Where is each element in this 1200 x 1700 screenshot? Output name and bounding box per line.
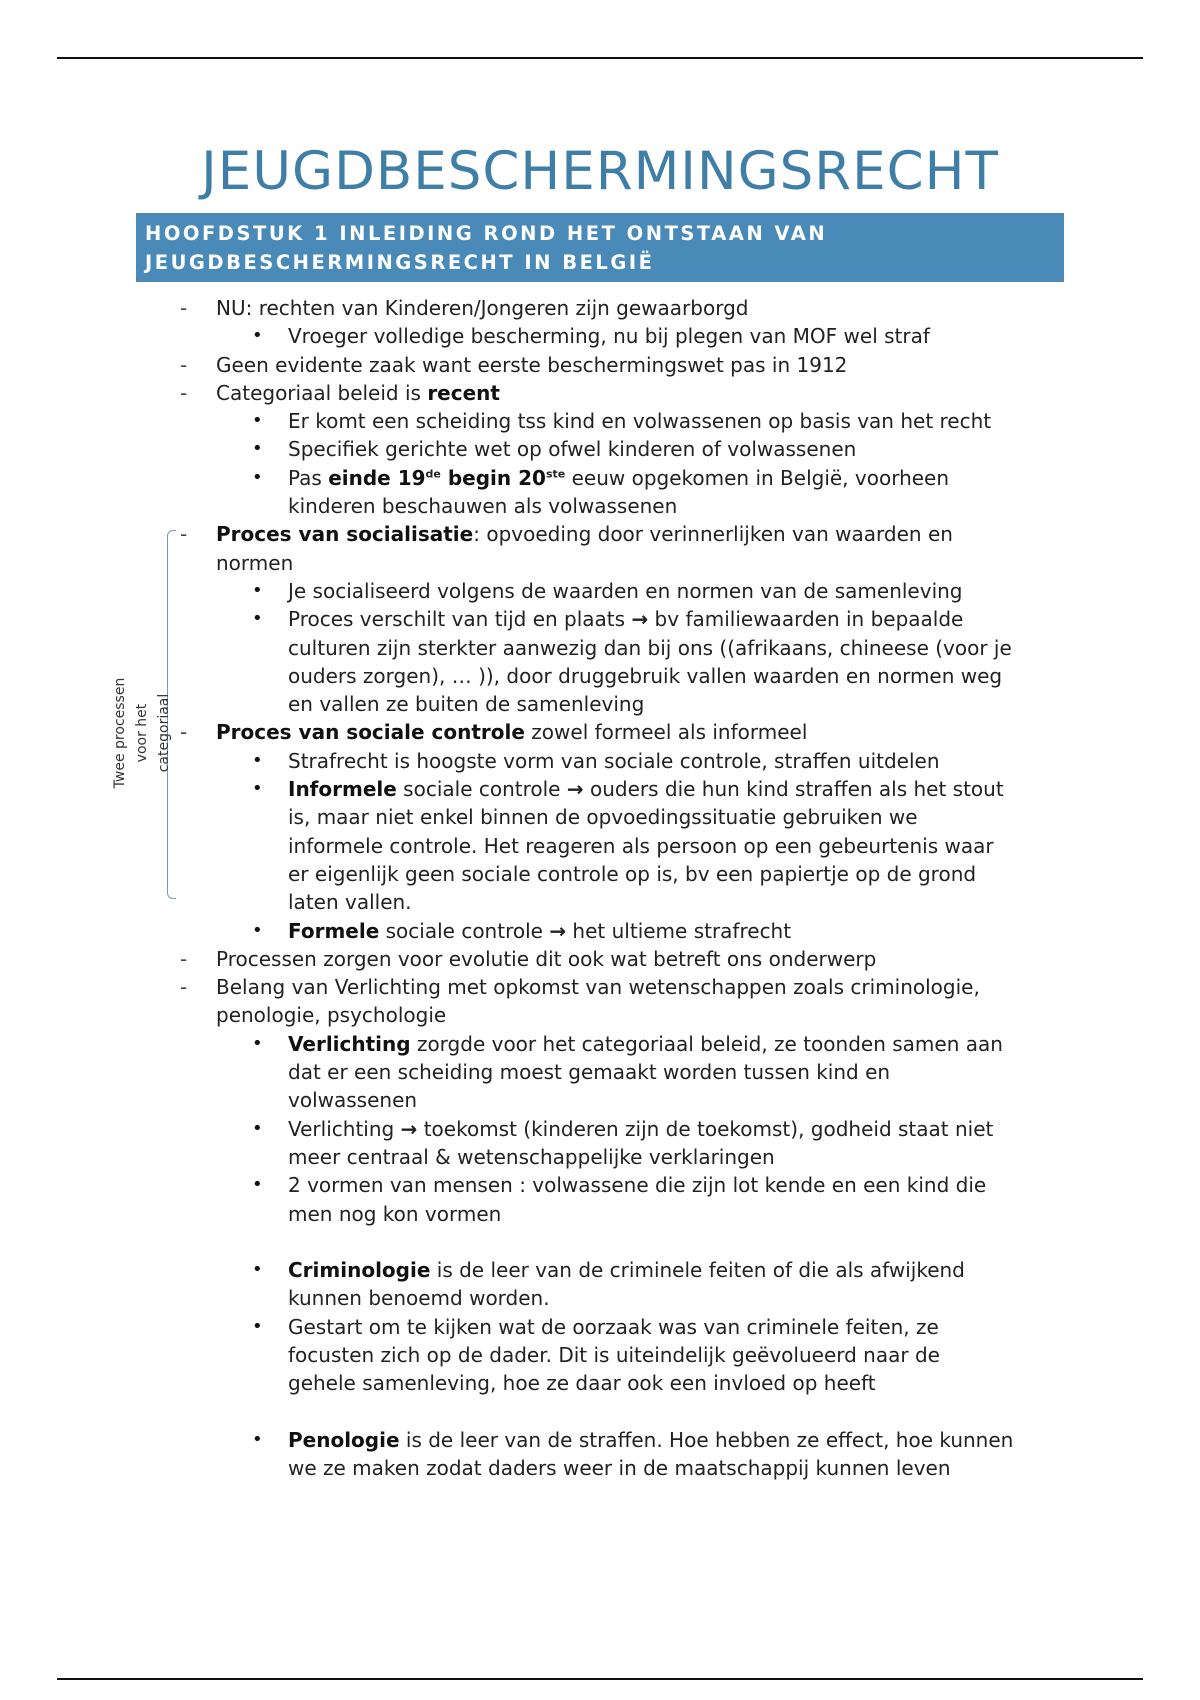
bullet-marker: •: [252, 1259, 263, 1281]
list-item-text: Pas: [288, 465, 329, 490]
bullet-marker: •: [252, 1174, 263, 1196]
blank-line: [0, 1398, 1200, 1426]
emphasis: Informele: [288, 777, 397, 802]
list-item-text: normen: [216, 550, 294, 575]
list-item-text: toekomst (kinderen zijn de toekomst), godheid staat niet: [417, 1116, 994, 1141]
dash-marker: -: [180, 352, 188, 377]
emphasis: einde 19: [328, 465, 426, 490]
list-item-text: is de leer van de criminele feiten of die als afwijkend: [430, 1258, 965, 1283]
list-item-text: sociale controle: [379, 918, 550, 943]
list-item-text: Processen zorgen voor evolutie dit ook wat betreft ons onderwerp: [216, 946, 877, 971]
arrow-icon: →: [566, 777, 584, 802]
list-item-text: Proces verschilt van tijd en plaats: [288, 607, 632, 632]
list-item-text: het ultieme strafrecht: [566, 918, 792, 943]
list-item: [0, 1256, 1200, 1313]
list-item: [0, 577, 1200, 605]
bullet-marker: •: [252, 466, 263, 488]
list-item: [0, 718, 1200, 746]
list-item: [0, 1426, 1200, 1483]
bullet-marker: •: [252, 1315, 263, 1337]
list-item: [0, 1313, 1200, 1398]
list-item-text: Categoriaal beleid is: [216, 380, 428, 405]
list-item-text: is de leer van de straffen. Hoe hebben ze effect, hoe kunnen: [399, 1427, 1014, 1452]
list-item: [0, 407, 1200, 435]
list-item-continuation: [0, 549, 1200, 577]
dash-marker: -: [180, 522, 188, 547]
list-item-text: penologie, psychologie: [216, 1003, 447, 1028]
list-item-text: men nog kon vormen: [288, 1201, 502, 1226]
bullet-marker: •: [252, 1428, 263, 1450]
list-item-text: 2 vormen van mensen : volwassene die zijn lot kende en een kind die: [288, 1173, 987, 1198]
list-item-text: gehele samenleving, hoe ze daar ook een invloed op heeft: [288, 1371, 876, 1396]
list-item-text: bv familiewaarden in bepaalde: [648, 607, 964, 632]
chapter-heading: [136, 213, 1064, 282]
bullet-marker: •: [252, 1117, 263, 1139]
superscript: ste: [545, 467, 566, 481]
bullet-marker: •: [252, 1032, 263, 1054]
list-item-text: kunnen benoemd worden.: [288, 1286, 550, 1311]
emphasis: Formele: [288, 918, 380, 943]
list-item-text: zowel formeel als informeel: [524, 720, 808, 745]
superscript: de: [425, 467, 441, 481]
list-item-text: is, maar niet enkel binnen de opvoedingssituatie gebruiken we: [288, 805, 918, 830]
list-item-text: culturen zijn sterkter aanwezig dan bij ons ((afrikaans, chineese (voor je: [288, 635, 1012, 660]
bullet-marker: •: [252, 410, 263, 432]
list-item-text: zorgde voor het categoriaal beleid, ze toonden samen aan: [410, 1031, 1003, 1056]
list-item: [0, 1115, 1200, 1172]
list-item-text: focusten zich op de dader. Dit is uiteindelijk geëvolueerd naar de: [288, 1342, 940, 1367]
list-item-text: dat er een scheiding moest gemaakt worden tussen kind en: [288, 1060, 891, 1085]
list-item-text: Strafrecht is hoogste vorm van sociale controle, straffen uitdelen: [288, 748, 940, 773]
list-item-text: meer centraal & wetenschappelijke verklaringen: [288, 1144, 775, 1169]
list-item: [0, 351, 1200, 379]
list-item-text: NU: rechten van Kinderen/Jongeren zijn gewaarborgd: [216, 296, 749, 320]
list-item: [0, 294, 1200, 322]
list-item: [0, 520, 1200, 548]
list-item: [0, 322, 1200, 350]
list-item-text: Verlichting: [288, 1116, 401, 1141]
list-item-text: Vroeger volledige bescherming, nu bij plegen van MOF wel straf: [288, 324, 930, 349]
chapter-heading-line-1: HOOFDSTUK 1 INLEIDING ROND HET ONTSTAAN VAN: [145, 222, 828, 245]
arrow-icon: →: [400, 1116, 418, 1141]
bullet-marker: •: [252, 325, 263, 347]
list-item-text: informele controle. Het reageren als persoon op een gebeurtenis waar: [288, 833, 994, 858]
list-item: [0, 435, 1200, 463]
emphasis: begin 20: [440, 465, 546, 490]
side-note-line-3: categoriaal: [156, 693, 172, 773]
bullet-marker: •: [252, 579, 263, 601]
bottom-rule: [57, 1678, 1143, 1680]
list-item-text: ouders zorgen), … )), door druggebruik vallen waarden en normen weg: [288, 663, 1003, 688]
list-item-text: en vallen ze buiten de samenleving: [288, 692, 645, 717]
chapter-heading-line-2: JEUGDBESCHERMINGSRECHT IN BELGIË: [145, 251, 655, 274]
list-item: [0, 605, 1200, 718]
bullet-marker: •: [252, 438, 263, 460]
list-item-text: Geen evidente zaak want eerste beschermingswet pas in 1912: [216, 352, 848, 377]
side-note-line-1: Twee processen: [112, 677, 128, 789]
list-item-text: Je socialiseerd volgens de waarden en normen van de samenleving: [288, 578, 963, 603]
list-item-text: we ze maken zodat daders weer in de maatschappij kunnen leven: [288, 1456, 951, 1481]
emphasis: Proces van sociale controle: [216, 720, 525, 745]
dash-marker: -: [180, 946, 188, 971]
list-item-text: : opvoeding door verinnerlijken van waarden en: [473, 522, 953, 547]
list-item-text: kinderen beschauwen als volwassenen: [288, 494, 678, 519]
emphasis: recent: [427, 380, 500, 405]
list-item-text: ouders die hun kind straffen als het stout: [583, 777, 1004, 802]
list-item-text: Er komt een scheiding tss kind en volwassenen op basis van het recht: [288, 409, 992, 434]
arrow-icon: →: [549, 918, 567, 943]
document-title: JEUGDBESCHERMINGSRECHT: [201, 141, 999, 202]
emphasis: Verlichting: [288, 1031, 411, 1056]
arrow-icon: →: [631, 607, 649, 632]
list-item-text: Specifiek gerichte wet op ofwel kinderen of volwassenen: [288, 437, 857, 462]
emphasis: Penologie: [288, 1427, 400, 1452]
dash-marker: -: [180, 380, 188, 405]
bullet-marker: •: [252, 919, 263, 941]
list-item-text: Belang van Verlichting met opkomst van wetenschappen zoals criminologie,: [216, 975, 980, 1000]
list-item: [0, 973, 1200, 1030]
list-item: [0, 379, 1200, 407]
bullet-marker: •: [252, 608, 263, 630]
dash-marker: -: [180, 975, 188, 1000]
list-item-text: sociale controle: [396, 777, 567, 802]
list-item-text: laten vallen.: [288, 890, 412, 915]
list-item: [0, 945, 1200, 973]
list-item: [0, 917, 1200, 945]
list-item: [0, 1030, 1200, 1115]
dash-marker: -: [180, 296, 188, 320]
list-item: [0, 747, 1200, 775]
list-item: [0, 1171, 1200, 1228]
list-item: [0, 464, 1200, 521]
list-item-text: eeuw opgekomen in België, voorheen: [565, 465, 950, 490]
notes-list: [0, 294, 1200, 1482]
list-item: [0, 775, 1200, 916]
bullet-marker: •: [252, 749, 263, 771]
bullet-marker: •: [252, 778, 263, 800]
side-note-line-2: voor het: [134, 703, 150, 763]
blank-line: [0, 1228, 1200, 1256]
list-item-text: volwassenen: [288, 1088, 418, 1113]
top-rule: [57, 57, 1143, 59]
emphasis: Proces van socialisatie: [216, 522, 474, 547]
list-item-text: Gestart om te kijken wat de oorzaak was van criminele feiten, ze: [288, 1314, 939, 1339]
emphasis: Criminologie: [288, 1258, 431, 1283]
dash-marker: -: [180, 720, 188, 745]
list-item-text: er eigenlijk geen sociale controle op is, bv een papiertje op de grond: [288, 861, 977, 886]
